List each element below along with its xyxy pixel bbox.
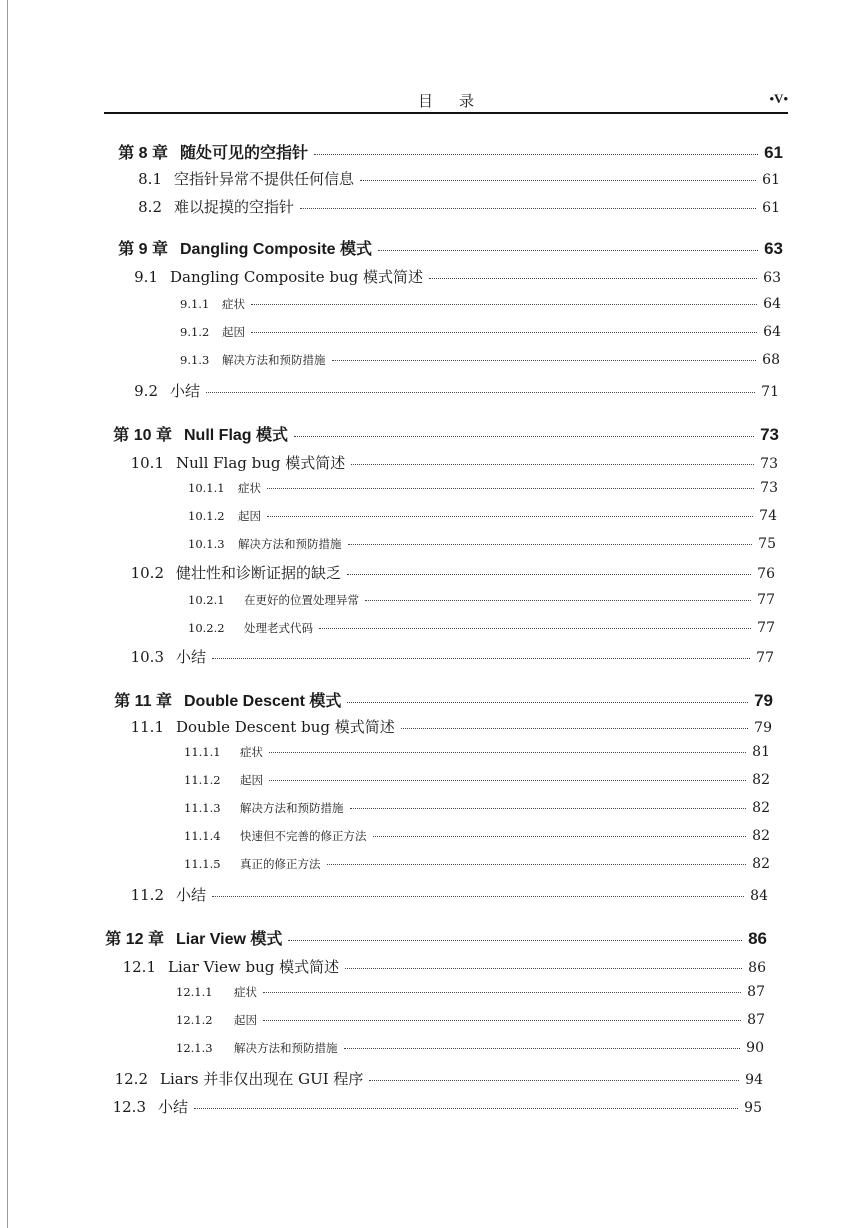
toc-entry-title: 起因 xyxy=(238,509,261,523)
toc-entry-page: 73 xyxy=(760,480,778,496)
toc-entry-number: 10.1.2 xyxy=(188,509,225,523)
toc-entry-page: 61 xyxy=(762,200,780,216)
toc-entry-page: 73 xyxy=(760,425,779,444)
toc-entry-number: 12.2 xyxy=(114,1070,148,1088)
toc-entry-title: 在更好的位置处理异常 xyxy=(244,593,359,607)
toc-entry-page: 81 xyxy=(752,744,770,760)
toc-entry-number: 第 11 章 xyxy=(114,693,172,710)
toc-leader-dots xyxy=(300,208,756,209)
toc-leader-dots xyxy=(269,752,746,753)
toc-leader-dots xyxy=(263,992,741,993)
toc-leader-dots xyxy=(332,360,757,361)
toc-entry-title: 小结 xyxy=(176,886,207,904)
toc-leader-dots xyxy=(347,702,748,703)
toc-entry-title: 解决方法和预防措施 xyxy=(222,353,326,367)
toc-entry-number: 10.1.3 xyxy=(188,537,225,551)
toc-entry-page: 82 xyxy=(752,800,770,816)
toc-entry-title: 空指针异常不提供任何信息 xyxy=(174,170,355,188)
toc-leader-dots xyxy=(347,574,751,575)
toc-entry-page: 76 xyxy=(757,566,775,582)
toc-entry-page: 68 xyxy=(762,352,780,368)
toc-leader-dots xyxy=(319,628,751,629)
toc-entry-title: 小结 xyxy=(158,1098,189,1116)
toc-subsection-entry xyxy=(180,352,780,368)
toc-leader-dots xyxy=(267,488,754,489)
toc-subsection-entry xyxy=(184,772,770,788)
toc-entry-number: 第 9 章 xyxy=(118,241,168,258)
toc-entry-number: 11.1.1 xyxy=(184,745,221,759)
toc-entry-number: 12.1.2 xyxy=(176,1013,213,1027)
toc-entry-number: 第 8 章 xyxy=(118,145,168,162)
toc-entry-page: 64 xyxy=(763,296,781,312)
toc-subsection-entry xyxy=(176,1040,764,1056)
toc-entry-page: 82 xyxy=(752,856,770,872)
toc-entry-page: 77 xyxy=(757,620,775,636)
toc-leader-dots xyxy=(263,1020,741,1021)
toc-entry-title: 症状 xyxy=(238,481,261,495)
toc-leader-dots xyxy=(429,278,757,279)
toc-entry-page: 79 xyxy=(754,720,772,736)
toc-section-entry xyxy=(108,1068,763,1089)
toc-subsection-entry xyxy=(184,856,770,872)
toc-entry-number: 9.2 xyxy=(134,382,158,400)
toc-entry-title: 真正的修正方法 xyxy=(240,857,321,871)
toc-entry-page: 87 xyxy=(747,984,765,1000)
toc-leader-dots xyxy=(251,304,757,305)
toc-entry-page: 61 xyxy=(762,172,780,188)
toc-entry-number: 12.1 xyxy=(122,958,156,976)
toc-entry-page: 77 xyxy=(756,650,774,666)
toc-subsection-entry xyxy=(188,536,776,552)
toc-entry-title: 起因 xyxy=(234,1013,257,1027)
toc-subsection-entry xyxy=(188,592,775,608)
toc-entry-page: 63 xyxy=(764,239,783,258)
toc-chapter-entry xyxy=(102,422,779,445)
toc-leader-dots xyxy=(369,1080,739,1081)
toc-chapter-entry xyxy=(94,926,767,949)
toc-entry-title: Dangling Composite 模式 xyxy=(180,241,373,258)
toc-leader-dots xyxy=(206,392,755,393)
toc-entry-number: 9.1.2 xyxy=(180,325,210,339)
toc-entry-title: 症状 xyxy=(222,297,245,311)
toc-entry-title: Double Descent 模式 xyxy=(184,693,342,710)
toc-entry-number: 11.1.2 xyxy=(184,773,221,787)
toc-entry-number: 11.1.3 xyxy=(184,801,221,815)
toc-entry-title: 起因 xyxy=(222,325,245,339)
toc-entry-page: 73 xyxy=(760,456,778,472)
toc-leader-dots xyxy=(251,332,757,333)
toc-leader-dots xyxy=(194,1108,738,1109)
toc-leader-dots xyxy=(348,544,753,545)
toc-entry-number: 12.3 xyxy=(112,1098,146,1116)
toc-entry-page: 74 xyxy=(759,508,777,524)
toc-entry-page: 63 xyxy=(763,270,781,286)
toc-entry-title: Double Descent bug 模式简述 xyxy=(176,718,395,736)
toc-entry-title: Liars 并非仅出现在 GUI 程序 xyxy=(160,1070,364,1088)
toc-entry-title: 难以捉摸的空指针 xyxy=(174,198,295,216)
toc-entry-title: Liar View bug 模式简述 xyxy=(168,958,340,976)
toc-section-entry xyxy=(120,196,780,217)
toc-entry-page: 79 xyxy=(754,691,773,710)
toc-subsection-entry xyxy=(184,800,770,816)
toc-entry-title: 起因 xyxy=(240,773,263,787)
toc-entry-title: 解决方法和预防措施 xyxy=(238,537,342,551)
toc-entry-title: 快速但不完善的修正方法 xyxy=(240,829,367,843)
toc-subsection-entry xyxy=(176,984,765,1000)
toc-entry-page: 84 xyxy=(750,888,768,904)
toc-subsection-entry xyxy=(180,296,781,312)
toc-entry-number: 第 12 章 xyxy=(105,931,164,948)
toc-section-entry xyxy=(120,266,781,287)
toc-entry-title: 小结 xyxy=(176,648,207,666)
header-page-number: •V• xyxy=(769,91,788,106)
toc-entry-title: Liar View 模式 xyxy=(176,931,283,948)
toc-leader-dots xyxy=(351,464,754,465)
toc-entry-number: 10.2 xyxy=(130,564,164,582)
toc-leader-dots xyxy=(350,808,747,809)
toc-entry-title: 处理老式代码 xyxy=(244,621,313,635)
toc-section-entry xyxy=(112,884,768,905)
toc-leader-dots xyxy=(401,728,748,729)
toc-chapter-entry xyxy=(106,140,783,163)
toc-entry-page: 82 xyxy=(752,828,770,844)
toc-section-entry xyxy=(112,956,766,977)
toc-entry-number: 10.1 xyxy=(130,454,164,472)
toc-subsection-entry xyxy=(188,508,777,524)
toc-entry-number: 10.2.1 xyxy=(188,593,225,607)
toc-entry-number: 9.1 xyxy=(134,268,158,286)
toc-leader-dots xyxy=(345,968,742,969)
toc-subsection-entry xyxy=(188,620,775,636)
toc-entry-page: 87 xyxy=(747,1012,765,1028)
toc-entry-page: 95 xyxy=(744,1100,762,1116)
toc-entry-number: 10.3 xyxy=(130,648,164,666)
toc-entry-number: 11.1.5 xyxy=(184,857,221,871)
toc-leader-dots xyxy=(314,154,758,155)
toc-entry-number: 9.1.1 xyxy=(180,297,210,311)
toc-leader-dots xyxy=(288,940,742,941)
toc-entry-number: 第 10 章 xyxy=(113,427,172,444)
toc-entry-title: 解决方法和预防措施 xyxy=(234,1041,338,1055)
toc-leader-dots xyxy=(267,516,753,517)
toc-leader-dots xyxy=(327,864,747,865)
toc-section-entry xyxy=(120,452,778,473)
toc-leader-dots xyxy=(373,836,747,837)
toc-subsection-entry xyxy=(188,480,778,496)
toc-entry-title: Null Flag bug 模式简述 xyxy=(176,454,346,472)
toc-section-entry xyxy=(116,716,772,737)
toc-leader-dots xyxy=(212,896,744,897)
toc-entry-page: 61 xyxy=(764,143,783,162)
toc-entry-title: 症状 xyxy=(240,745,263,759)
toc-entry-number: 12.1.3 xyxy=(176,1041,213,1055)
toc-entry-page: 77 xyxy=(757,592,775,608)
toc-subsection-entry xyxy=(184,828,770,844)
toc-entry-number: 11.1.4 xyxy=(184,829,221,843)
toc-entry-number: 8.1 xyxy=(138,170,162,188)
toc-section-entry xyxy=(108,1096,762,1117)
toc-entry-page: 71 xyxy=(761,384,779,400)
toc-leader-dots xyxy=(378,250,758,251)
toc-chapter-entry xyxy=(100,688,773,711)
toc-entry-page: 75 xyxy=(758,536,776,552)
toc-leader-dots xyxy=(269,780,746,781)
toc-entry-title: Null Flag 模式 xyxy=(184,427,289,444)
toc-leader-dots xyxy=(365,600,751,601)
toc-entry-page: 64 xyxy=(763,324,781,340)
toc-subsection-entry xyxy=(180,324,781,340)
toc-leader-dots xyxy=(212,658,750,659)
toc-entry-title: 健壮性和诊断证据的缺乏 xyxy=(176,564,342,582)
toc-entry-number: 11.2 xyxy=(130,886,164,904)
toc-entry-number: 10.1.1 xyxy=(188,481,225,495)
toc-entry-page: 86 xyxy=(748,960,766,976)
toc-chapter-entry xyxy=(106,236,783,259)
toc-entry-title: 解决方法和预防措施 xyxy=(240,801,344,815)
toc-entry-page: 90 xyxy=(746,1040,764,1056)
toc-entry-title: Dangling Composite bug 模式简述 xyxy=(170,268,424,286)
toc-leader-dots xyxy=(360,180,756,181)
toc-entry-number: 10.2.2 xyxy=(188,621,225,635)
toc-section-entry xyxy=(120,562,775,583)
toc-entry-number: 12.1.1 xyxy=(176,985,213,999)
toc-section-entry xyxy=(120,646,774,667)
toc-entry-title: 症状 xyxy=(234,985,257,999)
header-title: 目录 xyxy=(417,92,500,110)
toc-leader-dots xyxy=(294,436,754,437)
toc-leader-dots xyxy=(344,1048,741,1049)
toc-entry-title: 随处可见的空指针 xyxy=(180,145,309,162)
toc-entry-title: 小结 xyxy=(170,382,201,400)
toc-section-entry xyxy=(120,380,779,401)
toc-entry-number: 8.2 xyxy=(138,198,162,216)
toc-subsection-entry xyxy=(184,744,770,760)
toc-entry-page: 94 xyxy=(745,1072,763,1088)
toc-entry-number: 11.1 xyxy=(130,718,164,736)
toc-subsection-entry xyxy=(176,1012,765,1028)
toc-entry-page: 82 xyxy=(752,772,770,788)
toc-entry-page: 86 xyxy=(748,929,767,948)
toc-entry-number: 9.1.3 xyxy=(180,353,210,367)
toc-section-entry xyxy=(120,168,780,189)
